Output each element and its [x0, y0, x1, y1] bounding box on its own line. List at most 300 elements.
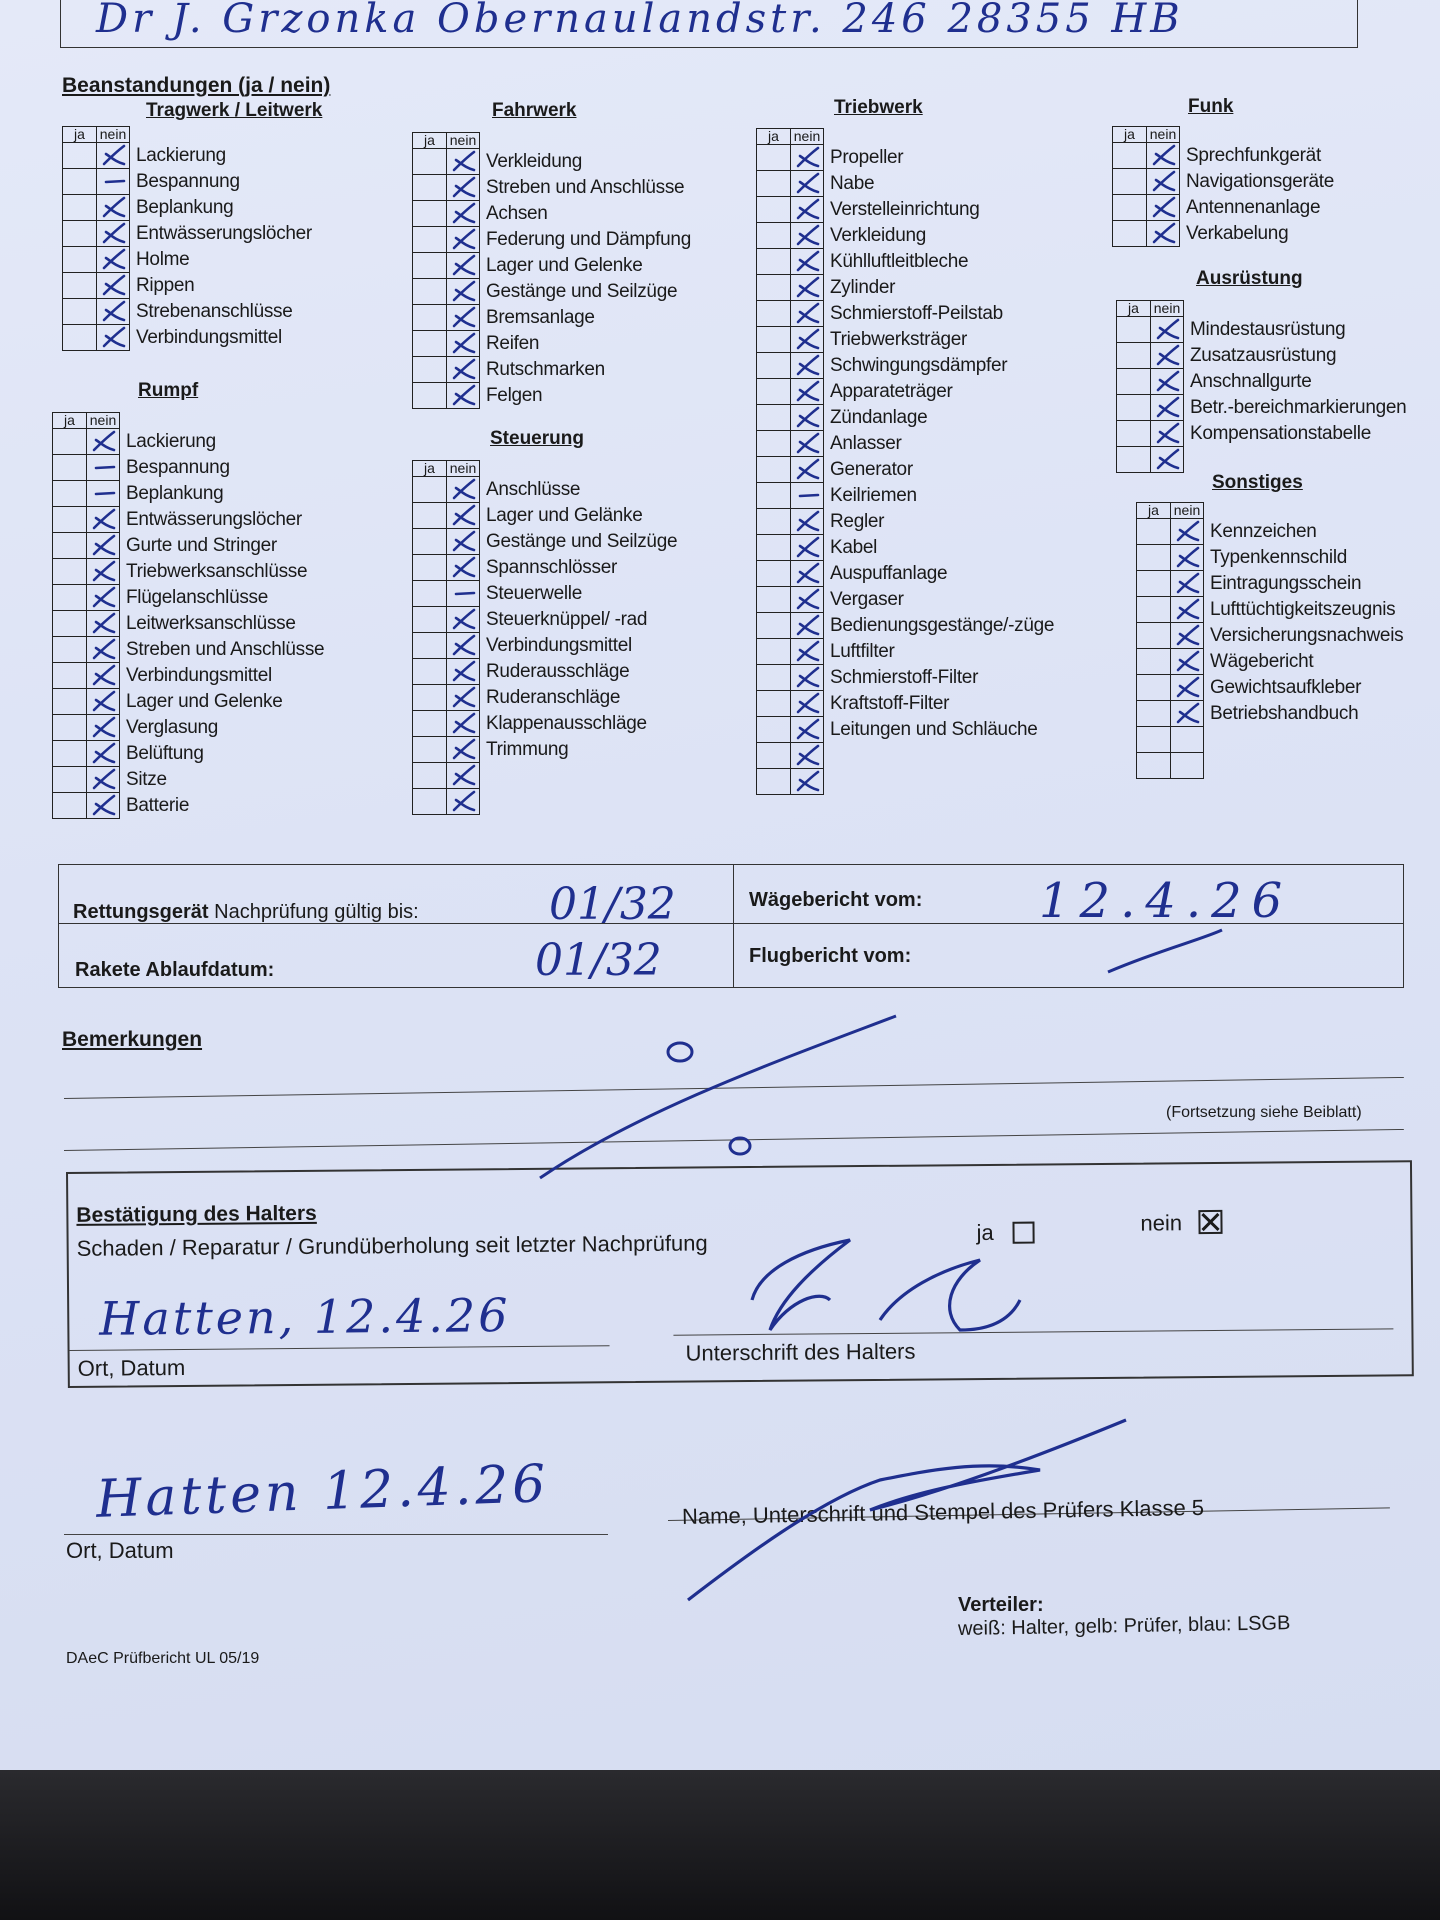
- checklist-row: [412, 357, 691, 383]
- column-header-ja: ja: [1116, 300, 1150, 317]
- checkbox-ja[interactable]: [62, 221, 96, 247]
- checkbox-ja[interactable]: [412, 305, 446, 331]
- checkbox-ja[interactable]: [756, 197, 790, 223]
- checkbox-ja[interactable]: [756, 249, 790, 275]
- check-mark-icon: [450, 764, 478, 788]
- checkbox-nein[interactable]: [446, 279, 480, 305]
- checkbox-nein[interactable]: [1170, 623, 1204, 649]
- checkbox-nein[interactable]: [96, 273, 130, 299]
- checkbox-nein[interactable]: [446, 633, 480, 659]
- checkbox-nein[interactable]: [790, 145, 824, 171]
- checkbox-ja[interactable]: [52, 559, 86, 585]
- checkbox-ja[interactable]: [1116, 369, 1150, 395]
- checkbox-nein[interactable]: [790, 561, 824, 587]
- checkbox-nein[interactable]: [790, 249, 824, 275]
- checkbox-ja[interactable]: [412, 659, 446, 685]
- checkbox-nein[interactable]: [446, 555, 480, 581]
- checkbox-nein[interactable]: [1170, 753, 1204, 779]
- checkbox-ja[interactable]: [1136, 649, 1170, 675]
- checkbox-nein[interactable]: [790, 457, 824, 483]
- checkbox-nein[interactable]: [790, 535, 824, 561]
- checkbox-nein[interactable]: [1170, 519, 1204, 545]
- halter-ja-label: ja: [976, 1219, 994, 1246]
- checkbox-ja[interactable]: [62, 273, 96, 299]
- checkbox-ja[interactable]: [1136, 597, 1170, 623]
- checklist-row: [756, 301, 1054, 327]
- checkbox-ja[interactable]: [412, 555, 446, 581]
- checkbox-nein[interactable]: [96, 221, 130, 247]
- checklist-row: [52, 689, 324, 715]
- owner-address-handwriting: Dr J. Grzonka Obernaulandstr. 246 28355 HB: [96, 0, 1184, 42]
- checkbox-nein[interactable]: [86, 559, 120, 585]
- checklist-row: [52, 741, 324, 767]
- column-header-row: [62, 126, 312, 143]
- checklist-row: [756, 587, 1054, 613]
- checkbox-ja[interactable]: [756, 561, 790, 587]
- checklist-item-label: Rutschmarken: [486, 359, 605, 380]
- checkbox-nein[interactable]: [86, 689, 120, 715]
- checkbox-nein[interactable]: [446, 763, 480, 789]
- checkbox-ja[interactable]: [412, 383, 446, 409]
- checkbox-nein[interactable]: [790, 171, 824, 197]
- checklist-row: [412, 685, 677, 711]
- checklist-item-label: Entwässerungslöcher: [126, 509, 302, 530]
- checkbox-ja[interactable]: [756, 483, 790, 509]
- checklist-item-label: Schwingungsdämpfer: [830, 355, 1008, 376]
- checkbox-nein[interactable]: [790, 743, 824, 769]
- checkbox-nein[interactable]: [790, 639, 824, 665]
- check-mark-icon: [450, 280, 478, 304]
- halter-ja-checkbox[interactable]: [1012, 1222, 1034, 1244]
- checkbox-ja[interactable]: [52, 741, 86, 767]
- checkbox-nein[interactable]: [790, 353, 824, 379]
- checkbox-nein[interactable]: [446, 503, 480, 529]
- check-mark-icon: [90, 534, 118, 558]
- checkbox-ja[interactable]: [52, 507, 86, 533]
- checklist-item-label: Nabe: [830, 173, 875, 194]
- checkbox-nein[interactable]: [86, 507, 120, 533]
- checklist-item-label: Typenkennschild: [1210, 547, 1348, 568]
- checkbox-ja[interactable]: [412, 357, 446, 383]
- checklist-row: [412, 279, 691, 305]
- checkbox-ja[interactable]: [1116, 447, 1150, 473]
- check-mark-icon: [1150, 144, 1178, 168]
- checkbox-nein[interactable]: [790, 509, 824, 535]
- check-mark-icon: [100, 326, 128, 350]
- checkbox-nein[interactable]: [86, 455, 120, 481]
- checkbox-ja[interactable]: [52, 637, 86, 663]
- checkbox-nein[interactable]: [96, 143, 130, 169]
- checkbox-nein[interactable]: [96, 325, 130, 351]
- checkbox-ja[interactable]: [756, 301, 790, 327]
- checklist-row: [412, 607, 677, 633]
- checkbox-ja[interactable]: [1112, 221, 1146, 247]
- checkbox-nein[interactable]: [86, 429, 120, 455]
- column-header-row: [52, 412, 324, 429]
- checkbox-nein[interactable]: [790, 301, 824, 327]
- checkbox-ja[interactable]: [412, 175, 446, 201]
- checklist-item-label: Achsen: [486, 203, 548, 224]
- checkbox-nein[interactable]: [86, 767, 120, 793]
- checklist-item-label: Eintragungsschein: [1210, 573, 1362, 594]
- checkbox-ja[interactable]: [412, 633, 446, 659]
- column-header-nein: nein: [1170, 502, 1204, 519]
- checklist-row: [1136, 571, 1403, 597]
- checklist-row: [756, 535, 1054, 561]
- checklist-item-label: Lager und Gelenke: [486, 255, 643, 276]
- checkbox-nein[interactable]: [1150, 369, 1184, 395]
- checklist-row: [412, 149, 691, 175]
- checklist-row: [756, 457, 1054, 483]
- checklist-row: [1116, 395, 1406, 421]
- checkbox-ja[interactable]: [1136, 675, 1170, 701]
- checkbox-ja[interactable]: [412, 685, 446, 711]
- checkbox-nein[interactable]: [446, 305, 480, 331]
- checkbox-ja[interactable]: [1136, 753, 1170, 779]
- checkbox-nein[interactable]: [1170, 701, 1204, 727]
- checklist-row: [756, 743, 1054, 769]
- checkbox-nein[interactable]: [1150, 343, 1184, 369]
- checkbox-nein[interactable]: [86, 663, 120, 689]
- checkbox-ja[interactable]: [52, 611, 86, 637]
- halter-nein-checkbox[interactable]: [1198, 1210, 1222, 1234]
- checklist-item-label: Beplankung: [126, 483, 224, 504]
- check-mark-icon: [100, 300, 128, 324]
- checkbox-nein[interactable]: [1150, 421, 1184, 447]
- column-header-nein: nein: [1146, 126, 1180, 143]
- checkbox-nein[interactable]: [790, 405, 824, 431]
- check-mark-icon: [794, 250, 822, 274]
- checkbox-nein[interactable]: [446, 477, 480, 503]
- checklist-item-label: Anschnallgurte: [1190, 371, 1312, 392]
- checkbox-ja[interactable]: [52, 663, 86, 689]
- check-mark-icon: [450, 556, 478, 580]
- column-header-row: [412, 460, 677, 477]
- checkbox-nein[interactable]: [790, 587, 824, 613]
- checkbox-nein[interactable]: [86, 611, 120, 637]
- check-mark-icon: [90, 586, 118, 610]
- check-mark-icon: [450, 790, 478, 814]
- checkbox-nein[interactable]: [86, 533, 120, 559]
- checkbox-nein[interactable]: [790, 717, 824, 743]
- checkbox-nein[interactable]: [446, 149, 480, 175]
- checkbox-ja[interactable]: [1136, 623, 1170, 649]
- checkbox-nein[interactable]: [96, 195, 130, 221]
- checkbox-nein[interactable]: [446, 227, 480, 253]
- checkbox-nein[interactable]: [1170, 571, 1204, 597]
- check-mark-icon: [794, 198, 822, 222]
- checklist-item-label: Keilriemen: [830, 485, 917, 506]
- checkbox-nein[interactable]: [1170, 675, 1204, 701]
- check-mark-icon: [1154, 422, 1182, 446]
- checkbox-nein[interactable]: [86, 715, 120, 741]
- checkbox-ja[interactable]: [756, 743, 790, 769]
- checkbox-nein[interactable]: [790, 691, 824, 717]
- checkbox-nein[interactable]: [446, 685, 480, 711]
- checklist-row: [52, 637, 324, 663]
- checklist-row: [756, 483, 1054, 509]
- checkbox-ja[interactable]: [756, 639, 790, 665]
- checkbox-ja[interactable]: [756, 431, 790, 457]
- check-mark-icon: [1174, 546, 1202, 570]
- checkbox-nein[interactable]: [1170, 597, 1204, 623]
- checkbox-ja[interactable]: [756, 145, 790, 171]
- check-mark-icon: [100, 196, 128, 220]
- checklist-item-label: Triebwerksträger: [830, 329, 968, 350]
- checklist-row: [412, 175, 691, 201]
- checklist-item-label: Verkleidung: [486, 151, 582, 172]
- checkbox-ja[interactable]: [62, 325, 96, 351]
- check-mark-icon: [450, 738, 478, 762]
- check-mark-icon: [90, 638, 118, 662]
- checkbox-ja[interactable]: [62, 143, 96, 169]
- checkbox-nein[interactable]: [790, 379, 824, 405]
- checklist-item-label: Sprechfunkgerät: [1186, 145, 1321, 166]
- checkbox-ja[interactable]: [756, 353, 790, 379]
- checkbox-nein[interactable]: [446, 737, 480, 763]
- checklist-item-label: Zusatzausrüstung: [1190, 345, 1337, 366]
- checklist-row: [756, 197, 1054, 223]
- checkbox-ja[interactable]: [1136, 727, 1170, 753]
- checkbox-nein[interactable]: [446, 357, 480, 383]
- check-mark-icon: [90, 664, 118, 688]
- checkbox-nein[interactable]: [446, 789, 480, 815]
- checkbox-nein[interactable]: [1146, 221, 1180, 247]
- checkbox-ja[interactable]: [412, 279, 446, 305]
- checkbox-nein[interactable]: [446, 711, 480, 737]
- checkbox-nein[interactable]: [790, 197, 824, 223]
- checkbox-ja[interactable]: [52, 767, 86, 793]
- checkbox-nein[interactable]: [790, 275, 824, 301]
- checkbox-ja[interactable]: [1116, 421, 1150, 447]
- checkbox-nein[interactable]: [790, 223, 824, 249]
- checkbox-ja[interactable]: [52, 585, 86, 611]
- checkbox-ja[interactable]: [1136, 701, 1170, 727]
- checkbox-ja[interactable]: [412, 503, 446, 529]
- column-header-ja: ja: [412, 460, 446, 477]
- section-tragwerk: [62, 100, 323, 351]
- checklist-item-label: Streben und Anschlüsse: [486, 177, 685, 198]
- checkbox-nein[interactable]: [790, 483, 824, 509]
- checkbox-ja[interactable]: [412, 201, 446, 227]
- checklist-item-label: Kühlluftleitbleche: [830, 251, 969, 272]
- checkbox-nein[interactable]: [1150, 395, 1184, 421]
- rettung-value: 01/32: [549, 879, 676, 930]
- checklist-row: [1136, 519, 1403, 545]
- check-mark-icon: [1154, 448, 1182, 472]
- halter-ort-line: [70, 1345, 610, 1351]
- checkbox-ja[interactable]: [52, 455, 86, 481]
- checkbox-ja[interactable]: [756, 379, 790, 405]
- dash-mark-icon: [90, 456, 118, 480]
- checkbox-ja[interactable]: [52, 481, 86, 507]
- checkbox-ja[interactable]: [1136, 519, 1170, 545]
- checklist-row: [412, 633, 677, 659]
- checklist-row: [1116, 369, 1406, 395]
- checkbox-nein[interactable]: [446, 175, 480, 201]
- checkbox-ja[interactable]: [412, 331, 446, 357]
- checkbox-nein[interactable]: [1170, 727, 1204, 753]
- checkbox-ja[interactable]: [52, 689, 86, 715]
- check-mark-icon: [794, 510, 822, 534]
- checkbox-nein[interactable]: [96, 169, 130, 195]
- checklist-row: [1112, 143, 1334, 169]
- checkbox-ja[interactable]: [52, 715, 86, 741]
- checkbox-ja[interactable]: [756, 275, 790, 301]
- checkbox-ja[interactable]: [412, 581, 446, 607]
- check-mark-icon: [450, 150, 478, 174]
- checkbox-ja[interactable]: [62, 195, 96, 221]
- checkbox-ja[interactable]: [756, 665, 790, 691]
- checklist-row: [52, 507, 324, 533]
- checkbox-ja[interactable]: [412, 607, 446, 633]
- section-fahrwerk: [412, 100, 691, 409]
- check-mark-icon: [794, 744, 822, 768]
- checkbox-ja[interactable]: [412, 529, 446, 555]
- checkbox-ja[interactable]: [412, 711, 446, 737]
- section-title: Steuerung: [490, 428, 584, 449]
- checkbox-ja[interactable]: [62, 247, 96, 273]
- checkbox-ja[interactable]: [52, 429, 86, 455]
- checklist-row: [1136, 675, 1403, 701]
- checklist-row: [412, 503, 677, 529]
- section-sonstiges: [1136, 472, 1404, 779]
- checkbox-ja[interactable]: [52, 533, 86, 559]
- checklist-item-label: Streben und Anschlüsse: [126, 639, 325, 660]
- checkbox-nein[interactable]: [790, 613, 824, 639]
- checkbox-nein[interactable]: [1150, 447, 1184, 473]
- check-mark-icon: [100, 144, 128, 168]
- checkbox-nein[interactable]: [86, 741, 120, 767]
- checkbox-ja[interactable]: [62, 299, 96, 325]
- checkbox-nein[interactable]: [96, 299, 130, 325]
- checkbox-ja[interactable]: [756, 405, 790, 431]
- check-mark-icon: [794, 302, 822, 326]
- checkbox-nein[interactable]: [790, 431, 824, 457]
- column-header-ja: ja: [1112, 126, 1146, 143]
- checkbox-ja[interactable]: [412, 789, 446, 815]
- checklist-item-label: Leitungen und Schläuche: [830, 719, 1038, 740]
- check-mark-icon: [794, 770, 822, 794]
- checkbox-ja[interactable]: [1112, 195, 1146, 221]
- checkbox-ja[interactable]: [756, 691, 790, 717]
- checkbox-ja[interactable]: [1112, 143, 1146, 169]
- checkbox-ja[interactable]: [1136, 571, 1170, 597]
- checkbox-ja[interactable]: [756, 587, 790, 613]
- check-mark-icon: [90, 508, 118, 532]
- column-header-ja: ja: [412, 132, 446, 149]
- checkbox-ja[interactable]: [412, 477, 446, 503]
- column-header-nein: nein: [1150, 300, 1184, 317]
- checklist-row: [756, 405, 1054, 431]
- checkbox-ja[interactable]: [756, 613, 790, 639]
- checkbox-nein[interactable]: [86, 793, 120, 819]
- checklist-item-label: Lager und Gelänke: [486, 505, 643, 526]
- check-mark-icon: [90, 560, 118, 584]
- checklist-item-label: Lufttüchtigkeitszeugnis: [1210, 599, 1396, 620]
- check-mark-icon: [450, 202, 478, 226]
- checkbox-nein[interactable]: [1146, 143, 1180, 169]
- check-mark-icon: [90, 716, 118, 740]
- checkbox-nein[interactable]: [446, 331, 480, 357]
- column-header-nein: nein: [446, 132, 480, 149]
- checklist-row: [756, 145, 1054, 171]
- halter-question: Schaden / Reparatur / Grundüberholung seit letzter Nachprüfung: [76, 1230, 708, 1261]
- checklist-row: [756, 327, 1054, 353]
- checkbox-ja[interactable]: [412, 763, 446, 789]
- checklist-item-label: Lackierung: [126, 431, 216, 452]
- checkbox-ja[interactable]: [62, 169, 96, 195]
- checkbox-ja[interactable]: [412, 253, 446, 279]
- check-mark-icon: [100, 248, 128, 272]
- checkbox-nein[interactable]: [96, 247, 130, 273]
- checkbox-nein[interactable]: [86, 637, 120, 663]
- checkbox-nein[interactable]: [446, 529, 480, 555]
- checkbox-ja[interactable]: [412, 737, 446, 763]
- rescue-info-table: [58, 864, 1404, 988]
- checkbox-nein[interactable]: [446, 201, 480, 227]
- checkbox-ja[interactable]: [52, 793, 86, 819]
- checkbox-ja[interactable]: [756, 535, 790, 561]
- checkbox-nein[interactable]: [1170, 649, 1204, 675]
- checklist-item-label: Verbindungsmittel: [126, 665, 272, 686]
- checkbox-ja[interactable]: [1112, 169, 1146, 195]
- checkbox-nein[interactable]: [1170, 545, 1204, 571]
- column-header-nein: nein: [790, 128, 824, 145]
- check-mark-icon: [450, 660, 478, 684]
- checkbox-nein[interactable]: [790, 665, 824, 691]
- checkbox-ja[interactable]: [1136, 545, 1170, 571]
- checkbox-nein[interactable]: [446, 383, 480, 409]
- checkbox-ja[interactable]: [412, 149, 446, 175]
- checklist-item-label: Ruderausschläge: [486, 661, 630, 682]
- checklist-row: [1136, 727, 1403, 753]
- checklist-item-label: Anschlüsse: [486, 479, 581, 500]
- checkbox-ja[interactable]: [1116, 317, 1150, 343]
- checkbox-nein[interactable]: [1146, 169, 1180, 195]
- checklist-row: [412, 659, 677, 685]
- checkbox-ja[interactable]: [756, 509, 790, 535]
- checkbox-nein[interactable]: [446, 607, 480, 633]
- checklist-item-label: Verbindungsmittel: [136, 327, 282, 348]
- checkbox-nein[interactable]: [790, 769, 824, 795]
- checkbox-ja[interactable]: [1116, 343, 1150, 369]
- checkbox-ja[interactable]: [1116, 395, 1150, 421]
- checkbox-ja[interactable]: [756, 717, 790, 743]
- dash-mark-icon: [100, 170, 128, 194]
- checklist-item-label: Betriebshandbuch: [1210, 703, 1359, 724]
- checkbox-ja[interactable]: [412, 227, 446, 253]
- check-mark-icon: [450, 332, 478, 356]
- checkbox-nein[interactable]: [86, 481, 120, 507]
- checkbox-nein[interactable]: [1146, 195, 1180, 221]
- checklist-row: [412, 201, 691, 227]
- checkbox-ja[interactable]: [756, 457, 790, 483]
- checkbox-nein[interactable]: [446, 253, 480, 279]
- checkbox-nein[interactable]: [1150, 317, 1184, 343]
- checkbox-ja[interactable]: [756, 223, 790, 249]
- halter-ort-handwriting: Hatten, 12.4.26: [99, 1288, 511, 1346]
- checkbox-nein[interactable]: [790, 327, 824, 353]
- checkbox-nein[interactable]: [446, 659, 480, 685]
- checkbox-nein[interactable]: [86, 585, 120, 611]
- checkbox-nein[interactable]: [446, 581, 480, 607]
- check-mark-icon: [1174, 520, 1202, 544]
- checkbox-ja[interactable]: [756, 769, 790, 795]
- section-title: Ausrüstung: [1196, 268, 1303, 289]
- checkbox-ja[interactable]: [756, 327, 790, 353]
- checkbox-ja[interactable]: [756, 171, 790, 197]
